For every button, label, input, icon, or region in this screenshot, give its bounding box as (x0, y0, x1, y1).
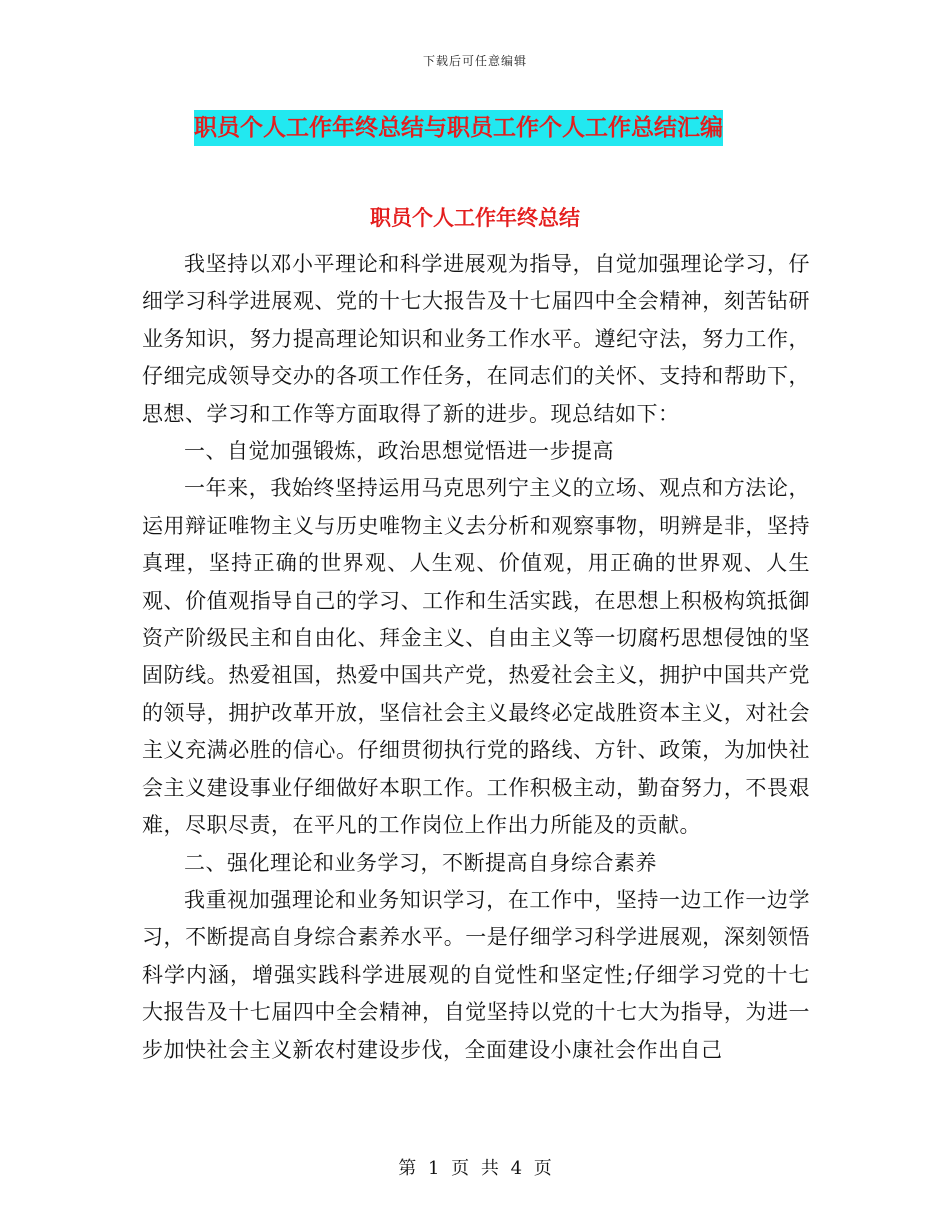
section-title: 职员个人工作年终总结 (370, 206, 580, 230)
document-body (142, 246, 810, 1069)
paragraph-section-1: 一年来，我始终坚持运用马克思列宁主义的立场、观点和方法论，运用辩证唯物主义与历史唯物主义去分析和观察事物，明辨是非，坚持真理，坚持正确的世界观、人生观、价值观，用正确的世界观、人生观、价值观指导自己的学习、工作和生活实践，在思想上积极构筑抵御资产阶级民主和自由化、拜金主义、自由主义等一切腐朽思想侵蚀的坚固防线。热爱祖国，热爱中国共产党，热爱社会主义，拥护中国共产党的领导，拥护改革开放，坚信社会主义最终必定战胜资本主义，对社会主义充满必胜的信心。仔细贯彻执行党的路线、方针、政策，为加快社会主义建设事业仔细做好本职工作。工作积极主动，勤奋努力，不畏艰难，尽职尽责，在平凡的工作岗位上作出力所能及的贡献。 (142, 476, 810, 838)
header-note: 下载后可任意编辑 (422, 54, 527, 68)
page-number-footer: 第 1 页 共 4 页 (398, 1158, 552, 1179)
heading-section-1: 一、自觉加强锻炼，政治思想觉悟进一步提高 (184, 439, 614, 464)
heading-section-2: 二、强化理论和业务学习，不断提高自身综合素养 (184, 850, 657, 875)
document-title: 职员个人工作年终总结与职员工作个人工作总结汇编 (194, 110, 723, 146)
paragraph-section-2: 我重视加强理论和业务知识学习，在工作中，坚持一边工作一边学习，不断提高自身综合素养水平。一是仔细学习科学进展观，深刻领悟科学内涵，增强实践科学进展观的自觉性和坚定性;仔细学习党的十七大报告及十七届四中全会精神，自觉坚持以党的十七大为指导，为进一步加快社会主义新农村建设步伐，全面建设小康社会作出自己 (142, 887, 810, 1062)
paragraph-intro: 我坚持以邓小平理论和科学进展观为指导，自觉加强理论学习，仔细学习科学进展观、党的十七大报告及十七届四中全会精神，刻苦钻研业务知识，努力提高理论知识和业务工作水平。遵纪守法，努力工作，仔细完成领导交办的各项工作任务，在同志们的关怀、支持和帮助下，思想、学习和工作等方面取得了新的进步。现总结如下： (142, 252, 810, 426)
